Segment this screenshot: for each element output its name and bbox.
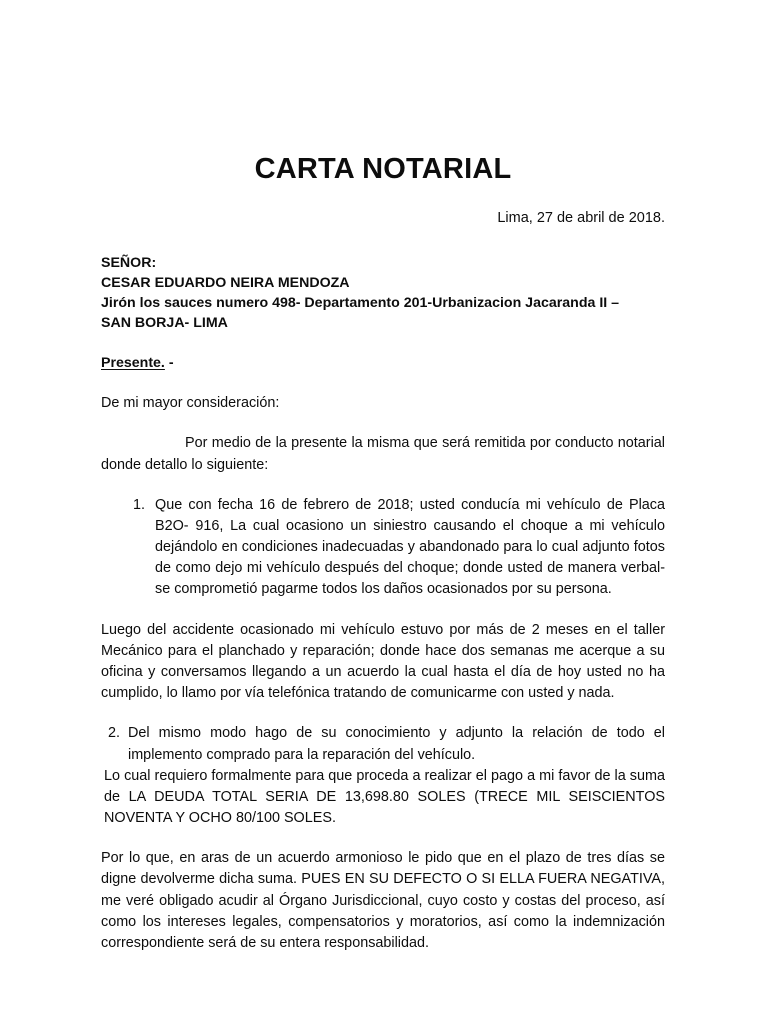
greeting-line: De mi mayor consideración: [101, 395, 280, 412]
list-item [101, 476, 665, 601]
page-title: CARTA NOTARIAL [254, 153, 512, 185]
list-item-marker: 2. [108, 725, 121, 742]
addressee-salutation: SEÑOR: [101, 254, 157, 271]
intro-paragraph: Por medio de la presente la misma que será remitida por conducto notarial donde detallo lo siguiente: [101, 435, 665, 473]
document-content [101, 0, 665, 954]
list-item-text: Que con fecha 16 de febrero de 2018; usted conducía mi vehículo de Placa B2O- 916, La cual ocasiono un siniestro causando el choque a mi vehículo dejándolo en condiciones inadecuadas y abandonado para lo cual adjunto fotos de como dejo mi vehículo después del choque; donde usted de manera verbal- se comprometió pagarme todos los daños ocasionados por su persona. [155, 496, 665, 598]
paragraph-requerimiento: Lo cual requiero formalmente para que proceda a realizar el pago a mi favor de la suma de LA DEUDA TOTAL SERIA DE 13,698.80 SOLES (TRECE MIL SEISCIENTOS NOVENTA Y OCHO 80/100 SOLES. [104, 767, 665, 827]
addressee-block [101, 229, 665, 334]
presente-underlined-text: Presente. [101, 355, 165, 372]
list-item-text: Del mismo modo hago de su conocimiento y adjunto la relación de todo el implemento comprado para la reparación del vehículo. [128, 725, 665, 763]
addressee-name: CESAR EDUARDO NEIRA MENDOZA [101, 274, 350, 291]
paragraph-accidente: Luego del accidente ocasionado mi vehículo estuvo por más de 2 meses en el taller Mecánico para el planchado y reparación; donde hace dos semanas me acerque a su oficina y conversamos llegando a un acuerdo la cual hasta el día de hoy usted no ha cumplido, lo llamo por vía telefónica tratando de comunicarme con usted y nada. [101, 621, 665, 702]
addressee-address-line-2: SAN BORJA- LIMA [101, 315, 228, 332]
presente-suffix: - [164, 355, 174, 372]
addressee-address-line-1: Jirón los sauces numero 498- Departamento 201-Urbanizacion Jacaranda II – [101, 295, 620, 312]
paragraph-cierre: Por lo que, en aras de un acuerdo armonioso le pido que en el plazo de tres días se digne devolverme dicha suma. PUES EN SU DEFECTO O SI ELLA FUERA NEGATIVA, me veré obligado acudir al Órgano Jurisdiccional, cuyo costo y costas del proceso, así como los intereses legales, compensatorios y moratorios, así como la indemnización correspondiente será de su entera responsabilidad. [101, 850, 665, 951]
presente-line [101, 333, 665, 374]
list-item [101, 704, 665, 765]
list-item-marker: 1. [133, 496, 146, 513]
date-line: Lima, 27 de abril de 2018. [497, 210, 665, 227]
